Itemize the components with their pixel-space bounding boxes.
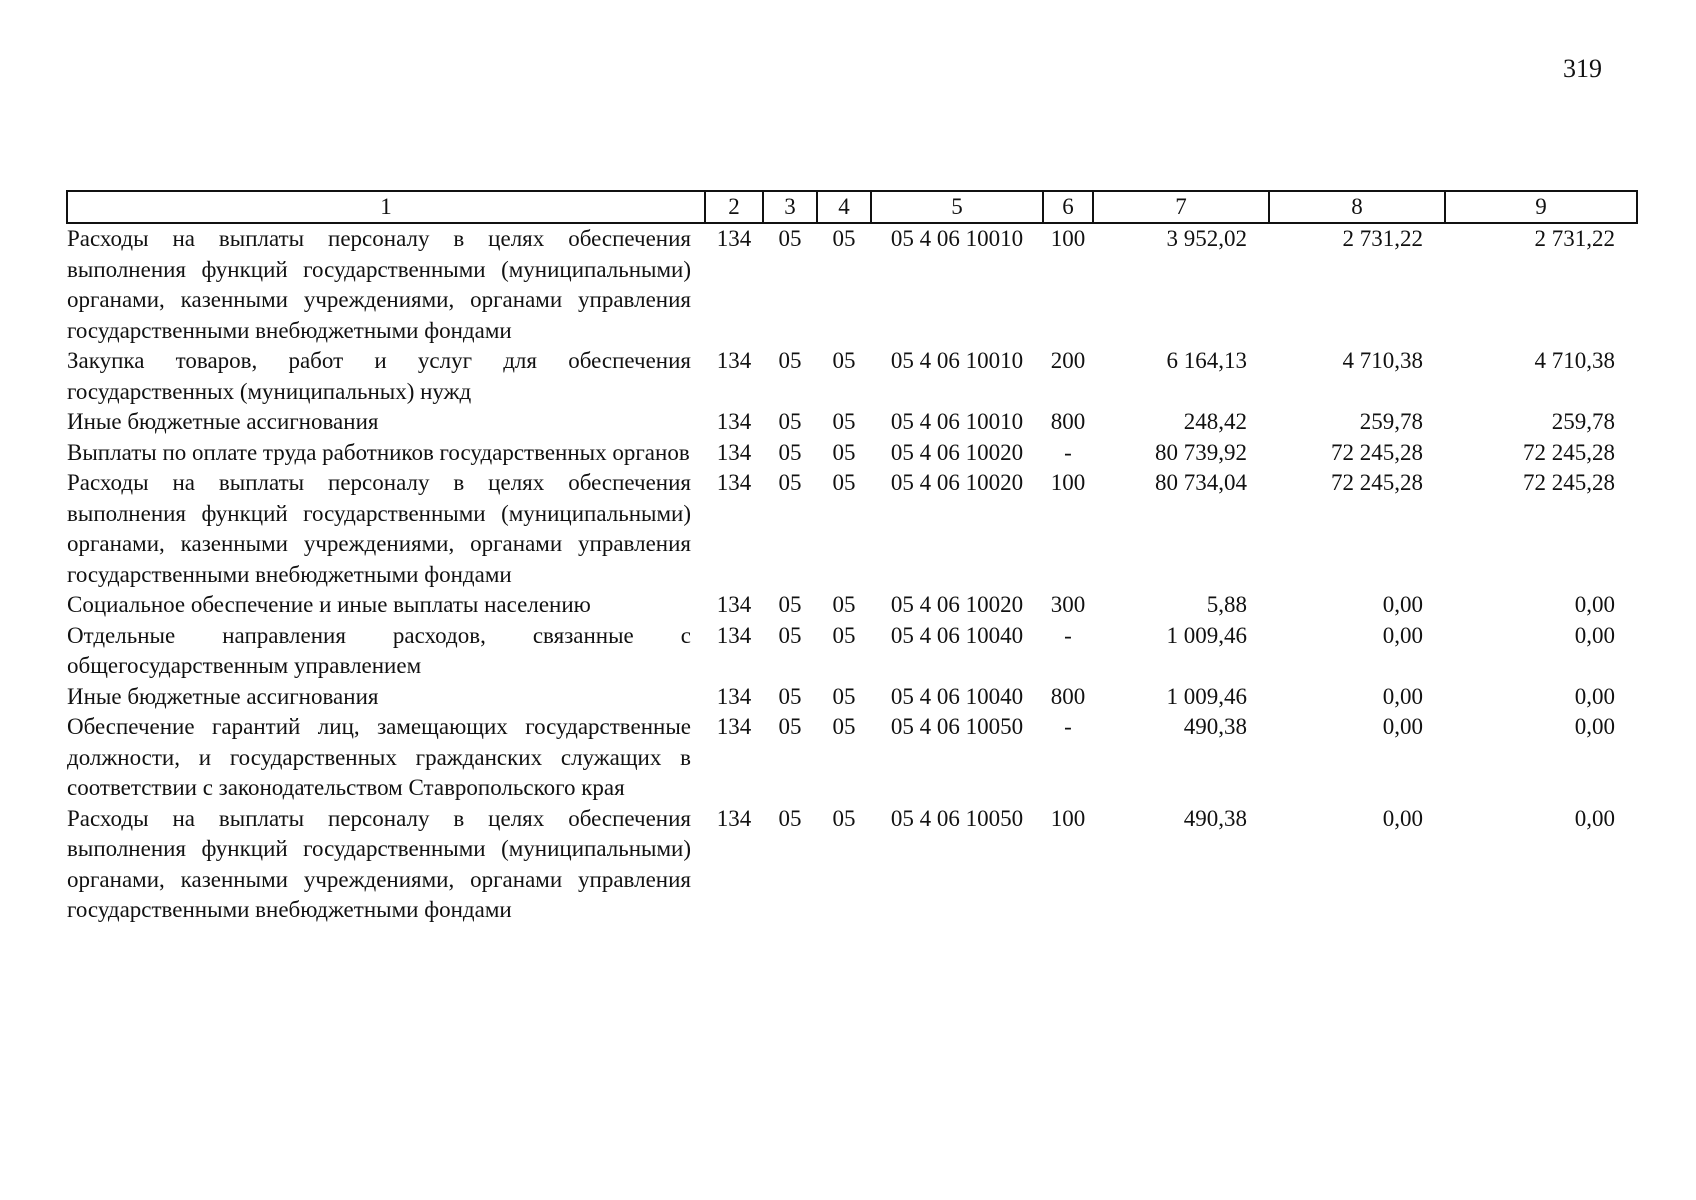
cell-subsection: 05 [832,409,856,434]
cell-amount-9: 72 245,28 [1523,439,1615,465]
cell-section: 05 [778,622,802,648]
cell-amount-8: 72 245,28 [1331,439,1423,465]
column-header-8: 8 [1269,191,1445,223]
page-number: 319 [1563,54,1602,83]
cell-section: 05 [778,470,802,495]
cell-expense-type: 100 [1050,226,1086,251]
cell-amount-8: 0,00 [1382,622,1423,648]
cell-admin-code: 134 [716,805,752,831]
table-row [67,407,1637,438]
row-description: Иные бюджетные ассигнования [67,409,379,434]
cell-amount-9: 2 731,22 [1534,226,1615,251]
cell-amount-7: 80 739,92 [1155,439,1247,465]
cell-target-article: 05 4 06 10040 [890,622,1024,648]
table-row [67,438,1637,469]
cell-amount-7: 5,88 [1206,592,1247,617]
cell-admin-code: 134 [716,348,752,373]
cell-expense-type: 300 [1050,592,1086,617]
cell-amount-7: 248,42 [1183,409,1247,434]
cell-target-article: 05 4 06 10040 [890,683,1024,709]
cell-amount-7: 80 734,04 [1155,470,1247,495]
cell-amount-8: 0,00 [1382,714,1423,739]
cell-subsection: 05 [832,226,856,251]
cell-admin-code: 134 [716,470,752,495]
cell-admin-code: 134 [716,409,752,434]
row-description: Отдельные направления расходов, связанные с общегосударственным управлением [67,622,691,678]
table-row [67,223,1637,346]
cell-section: 05 [778,805,802,831]
cell-section: 05 [778,226,802,251]
cell-expense-type: - [1064,622,1072,648]
table-row [67,804,1637,926]
cell-expense-type: 200 [1050,348,1086,373]
row-description: Социальное обеспечение и иные выплаты населению [67,592,591,617]
cell-amount-8: 0,00 [1382,683,1423,709]
cell-section: 05 [778,409,802,434]
column-header-9: 9 [1445,191,1637,223]
cell-amount-8: 2 731,22 [1342,226,1423,251]
cell-admin-code: 134 [716,592,752,617]
cell-section: 05 [778,714,802,739]
cell-amount-9: 4 710,38 [1534,348,1615,373]
row-description: Расходы на выплаты персоналу в целях обеспечения выполнения функций государственными (муниципальными) органами, казенными учреждениями, органами управления государственными внебюджетными фондами [67,805,691,922]
column-header-6: 6 [1043,191,1093,223]
cell-amount-7: 490,38 [1183,714,1247,739]
cell-target-article: 05 4 06 10010 [890,409,1024,434]
cell-subsection: 05 [832,348,856,373]
cell-amount-9: 72 245,28 [1523,470,1615,495]
cell-subsection: 05 [832,714,856,739]
cell-admin-code: 134 [716,714,752,739]
column-header-3: 3 [763,191,817,223]
cell-target-article: 05 4 06 10010 [890,348,1024,373]
cell-subsection: 05 [832,622,856,648]
cell-amount-9: 0,00 [1574,592,1615,617]
cell-target-article: 05 4 06 10020 [890,470,1024,495]
cell-amount-8: 0,00 [1382,592,1423,617]
cell-section: 05 [778,683,802,709]
cell-expense-type: 800 [1050,409,1086,434]
column-header-2: 2 [705,191,763,223]
cell-amount-9: 0,00 [1574,622,1615,648]
cell-amount-7: 6 164,13 [1166,348,1247,373]
table-row [67,621,1637,682]
column-header-4: 4 [817,191,871,223]
cell-target-article: 05 4 06 10050 [890,714,1024,739]
cell-subsection: 05 [832,683,856,709]
cell-target-article: 05 4 06 10020 [890,592,1024,617]
cell-amount-8: 72 245,28 [1331,470,1423,495]
table-header-row [67,191,1637,223]
cell-admin-code: 134 [716,439,752,465]
cell-admin-code: 134 [716,622,752,648]
cell-expense-type: - [1064,714,1072,739]
cell-expense-type: - [1064,439,1072,465]
cell-section: 05 [778,592,802,617]
cell-amount-7: 1 009,46 [1166,683,1247,709]
row-description: Иные бюджетные ассигнования [67,683,379,709]
cell-subsection: 05 [832,805,856,831]
table-body [67,223,1637,926]
cell-amount-7: 490,38 [1183,805,1247,831]
budget-table [66,190,1638,926]
cell-admin-code: 134 [716,226,752,251]
table-row [67,682,1637,713]
table-row [67,468,1637,590]
cell-subsection: 05 [832,470,856,495]
cell-amount-9: 259,78 [1551,409,1615,434]
cell-amount-8: 4 710,38 [1342,348,1423,373]
cell-expense-type: 100 [1050,470,1086,495]
column-header-7: 7 [1093,191,1269,223]
cell-amount-7: 1 009,46 [1166,622,1247,648]
cell-subsection: 05 [832,439,856,465]
cell-subsection: 05 [832,592,856,617]
cell-amount-8: 0,00 [1382,805,1423,831]
cell-section: 05 [778,348,802,373]
row-description: Расходы на выплаты персоналу в целях обеспечения выполнения функций государственными (муниципальными) органами, казенными учреждениями, органами управления государственными внебюджетными фондами [67,470,691,587]
table-row [67,346,1637,407]
cell-expense-type: 100 [1050,805,1086,831]
row-description: Расходы на выплаты персоналу в целях обеспечения выполнения функций государственными (муниципальными) органами, казенными учреждениями, органами управления государственными внебюджетными фондами [67,226,691,343]
column-header-1: 1 [67,191,705,223]
cell-amount-7: 3 952,02 [1166,226,1247,251]
row-description: Выплаты по оплате труда работников государственных органов [67,439,690,465]
cell-admin-code: 134 [716,683,752,709]
table-row [67,590,1637,621]
table-row [67,712,1637,804]
cell-amount-9: 0,00 [1574,805,1615,831]
cell-amount-9: 0,00 [1574,714,1615,739]
cell-target-article: 05 4 06 10010 [890,226,1024,251]
cell-target-article: 05 4 06 10050 [890,805,1024,831]
cell-expense-type: 800 [1050,683,1086,709]
cell-amount-9: 0,00 [1574,683,1615,709]
column-header-5: 5 [871,191,1043,223]
cell-section: 05 [778,439,802,465]
cell-target-article: 05 4 06 10020 [890,439,1024,465]
row-description: Обеспечение гарантий лиц, замещающих государственные должности, и государственных гражданских служащих в соответствии с законодательством Ставропольского края [67,714,691,800]
row-description: Закупка товаров, работ и услуг для обеспечения государственных (муниципальных) нужд [67,348,691,404]
budget-table-container [66,190,1636,926]
cell-amount-8: 259,78 [1359,409,1423,434]
